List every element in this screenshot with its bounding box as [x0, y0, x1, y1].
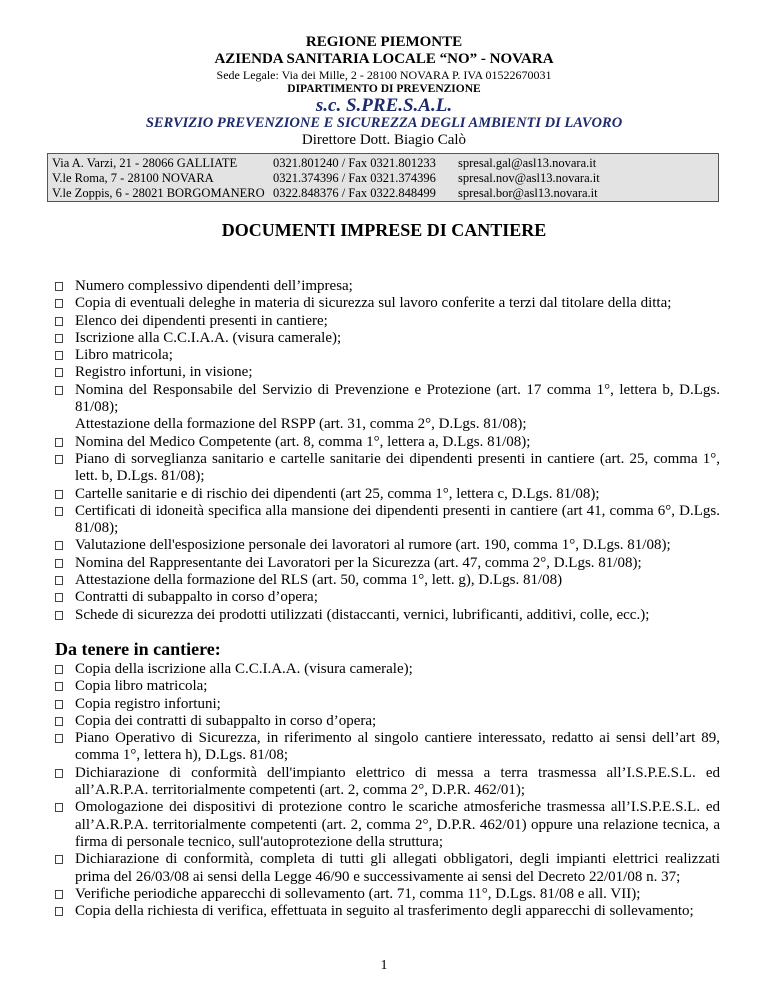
list-item: Verifiche periodiche apparecchi di sollevamento (art. 71, comma 11°, D.Lgs. 81/08 e all. VII); — [55, 886, 720, 903]
service-name: SERVIZIO PREVENZIONE E SICUREZZA DEGLI AMBIENTI DI LAVORO — [145, 115, 623, 131]
department-heading: DIPARTIMENTO DI PREVENZIONE — [287, 83, 481, 95]
checkbox-icon — [55, 386, 63, 395]
checkbox-icon — [55, 351, 63, 360]
list-item: Piano di sorveglianza sanitario e cartelle sanitarie dei dipendenti presenti in cantiere (art. 25, comma 1°, lett. b, D.Lgs. 81/08); — [55, 451, 720, 486]
checkbox-icon — [55, 611, 63, 620]
office-email[interactable]: spresal.bor@asl13.novara.it — [458, 186, 598, 200]
checkbox-icon — [55, 299, 63, 308]
checkbox-icon — [55, 855, 63, 864]
asl-heading: AZIENDA SANITARIA LOCALE “NO” - NOVARA — [214, 51, 554, 67]
page-number: 1 — [380, 958, 388, 973]
office-address: Via A. Varzi, 21 - 28066 GALLIATE — [52, 156, 238, 170]
checkbox-icon — [55, 438, 63, 447]
office-phone: 0322.848376 / Fax 0322.848499 — [273, 186, 436, 200]
list-item: Valutazione dell'esposizione personale dei lavoratori al rumore (art. 190, comma 1°, D.Lgs. 81/08); — [55, 537, 720, 554]
office-email[interactable]: spresal.gal@asl13.novara.it — [458, 156, 597, 170]
list-note: Attestazione della formazione del RSPP (art. 31, comma 2°, D.Lgs. 81/08); — [75, 416, 527, 433]
checkbox-icon — [55, 803, 63, 812]
document-title: DOCUMENTI IMPRESE DI CANTIERE — [221, 220, 547, 240]
list-item: Nomina del Responsabile del Servizio di Prevenzione e Protezione (art. 17 comma 1°, lettera b, D.Lgs. 81/08); — [55, 382, 720, 417]
documents-list — [55, 278, 720, 624]
list-item: Piano Operativo di Sicurezza, in riferimento al singolo cantiere interessato, redatto ai sensi dell’art 89, comma 1°, lettera h), D.Lgs. 81/08; — [55, 730, 720, 765]
list-item: Contratti di subappalto in corso d’opera; — [55, 589, 720, 606]
list-item: Copia di eventuali deleghe in materia di sicurezza sul lavoro conferite a terzi dal titolare della ditta; — [55, 295, 720, 312]
checkbox-icon — [55, 576, 63, 585]
legal-seat: Sede Legale: Via dei Mille, 2 - 28100 NOVARA P. IVA 01522670031 — [216, 68, 552, 82]
region-heading: REGIONE PIEMONTE — [305, 34, 463, 50]
office-address: V.le Zoppis, 6 - 28021 BORGOMANERO — [52, 186, 265, 200]
list-item: Copia della richiesta di verifica, effettuata in seguito al trasferimento degli apparecchi di sollevamento; — [55, 903, 720, 920]
checkbox-icon — [55, 769, 63, 778]
section-heading: Da tenere in cantiere: — [55, 639, 221, 659]
list-item: Nomina del Rappresentante dei Lavoratori per la Sicurezza (art. 47, comma 2°, D.Lgs. 81/08); — [55, 555, 720, 572]
office-phone: 0321.801240 / Fax 0321.801233 — [273, 156, 436, 170]
list-item: Schede di sicurezza dei prodotti utilizzati (distaccanti, vernici, lubrificanti, additivi, colle, ecc.); — [55, 607, 720, 624]
checkbox-icon — [55, 368, 63, 377]
director-line: Direttore Dott. Biagio Calò — [301, 132, 467, 148]
offices-box — [47, 153, 719, 202]
checkbox-icon — [55, 334, 63, 343]
checkbox-icon — [55, 317, 63, 326]
checkbox-icon — [55, 507, 63, 516]
onsite-list — [55, 661, 720, 920]
list-item: Registro infortuni, in visione; — [55, 364, 720, 381]
office-phone: 0321.374396 / Fax 0321.374396 — [273, 171, 436, 185]
checkbox-icon — [55, 700, 63, 709]
checkbox-icon — [55, 682, 63, 691]
list-item: Dichiarazione di conformità dell'impianto elettrico di messa a terra trasmessa all’I.S.P.E.S.L. ed all’A.R.P.A. territorialmente competenti (art. 2, comma 2°, D.P.R. 462/01); — [55, 765, 720, 800]
checkbox-icon — [55, 717, 63, 726]
checkbox-icon — [55, 890, 63, 899]
list-item: Iscrizione alla C.C.I.A.A. (visura camerale); — [55, 330, 720, 347]
list-item: Copia registro infortuni; — [55, 696, 720, 713]
checkbox-icon — [55, 490, 63, 499]
list-item: Copia libro matricola; — [55, 678, 720, 695]
list-item: Copia della iscrizione alla C.C.I.A.A. (visura camerale); — [55, 661, 720, 678]
office-email[interactable]: spresal.nov@asl13.novara.it — [458, 171, 600, 185]
checkbox-icon — [55, 282, 63, 291]
checkbox-icon — [55, 541, 63, 550]
list-item: Dichiarazione di conformità, completa di tutti gli allegati obbligatori, degli impianti elettrici realizzati prima del 26/03/08 ai sensi della Legge 46/90 e successivamente ai sensi del Decreto 22/01/08 n. 37; — [55, 851, 720, 886]
office-address: V.le Roma, 7 - 28100 NOVARA — [52, 171, 214, 185]
list-item: Numero complessivo dipendenti dell’impresa; — [55, 278, 720, 295]
list-item: Nomina del Medico Competente (art. 8, comma 1°, lettera a, D.Lgs. 81/08); — [55, 434, 720, 451]
list-item: Copia dei contratti di subappalto in corso d’opera; — [55, 713, 720, 730]
list-item: Certificati di idoneità specifica alla mansione dei dipendenti presenti in cantiere (art 41, comma 6°, D.Lgs. 81/08); — [55, 503, 720, 538]
checkbox-icon — [55, 593, 63, 602]
checkbox-icon — [55, 455, 63, 464]
list-item: Omologazione dei dispositivi di protezione contro le scariche atmosferiche trasmessa all’I.S.P.E.S.L. ed all’A.R.P.A. territorialmente competenti (art. 2, comma 2°, D.P.R. 462/01) oppure una relazione tecnica, a firma di personale tecnico, sull'autoprotezione della struttura; — [55, 799, 720, 851]
checkbox-icon — [55, 559, 63, 568]
checkbox-icon — [55, 734, 63, 743]
list-item: Cartelle sanitarie e di rischio dei dipendenti (art 25, comma 1°, lettera c, D.Lgs. 81/08); — [55, 486, 720, 503]
list-item: Elenco dei dipendenti presenti in cantiere; — [55, 313, 720, 330]
checkbox-icon — [55, 907, 63, 916]
checkbox-icon — [55, 665, 63, 674]
list-item: Libro matricola; — [55, 347, 720, 364]
list-item: Attestazione della formazione del RLS (art. 50, comma 1°, lett. g), D.Lgs. 81/08) — [55, 572, 720, 589]
service-acronym: s.c. S.PRE.S.A.L. — [315, 95, 453, 116]
